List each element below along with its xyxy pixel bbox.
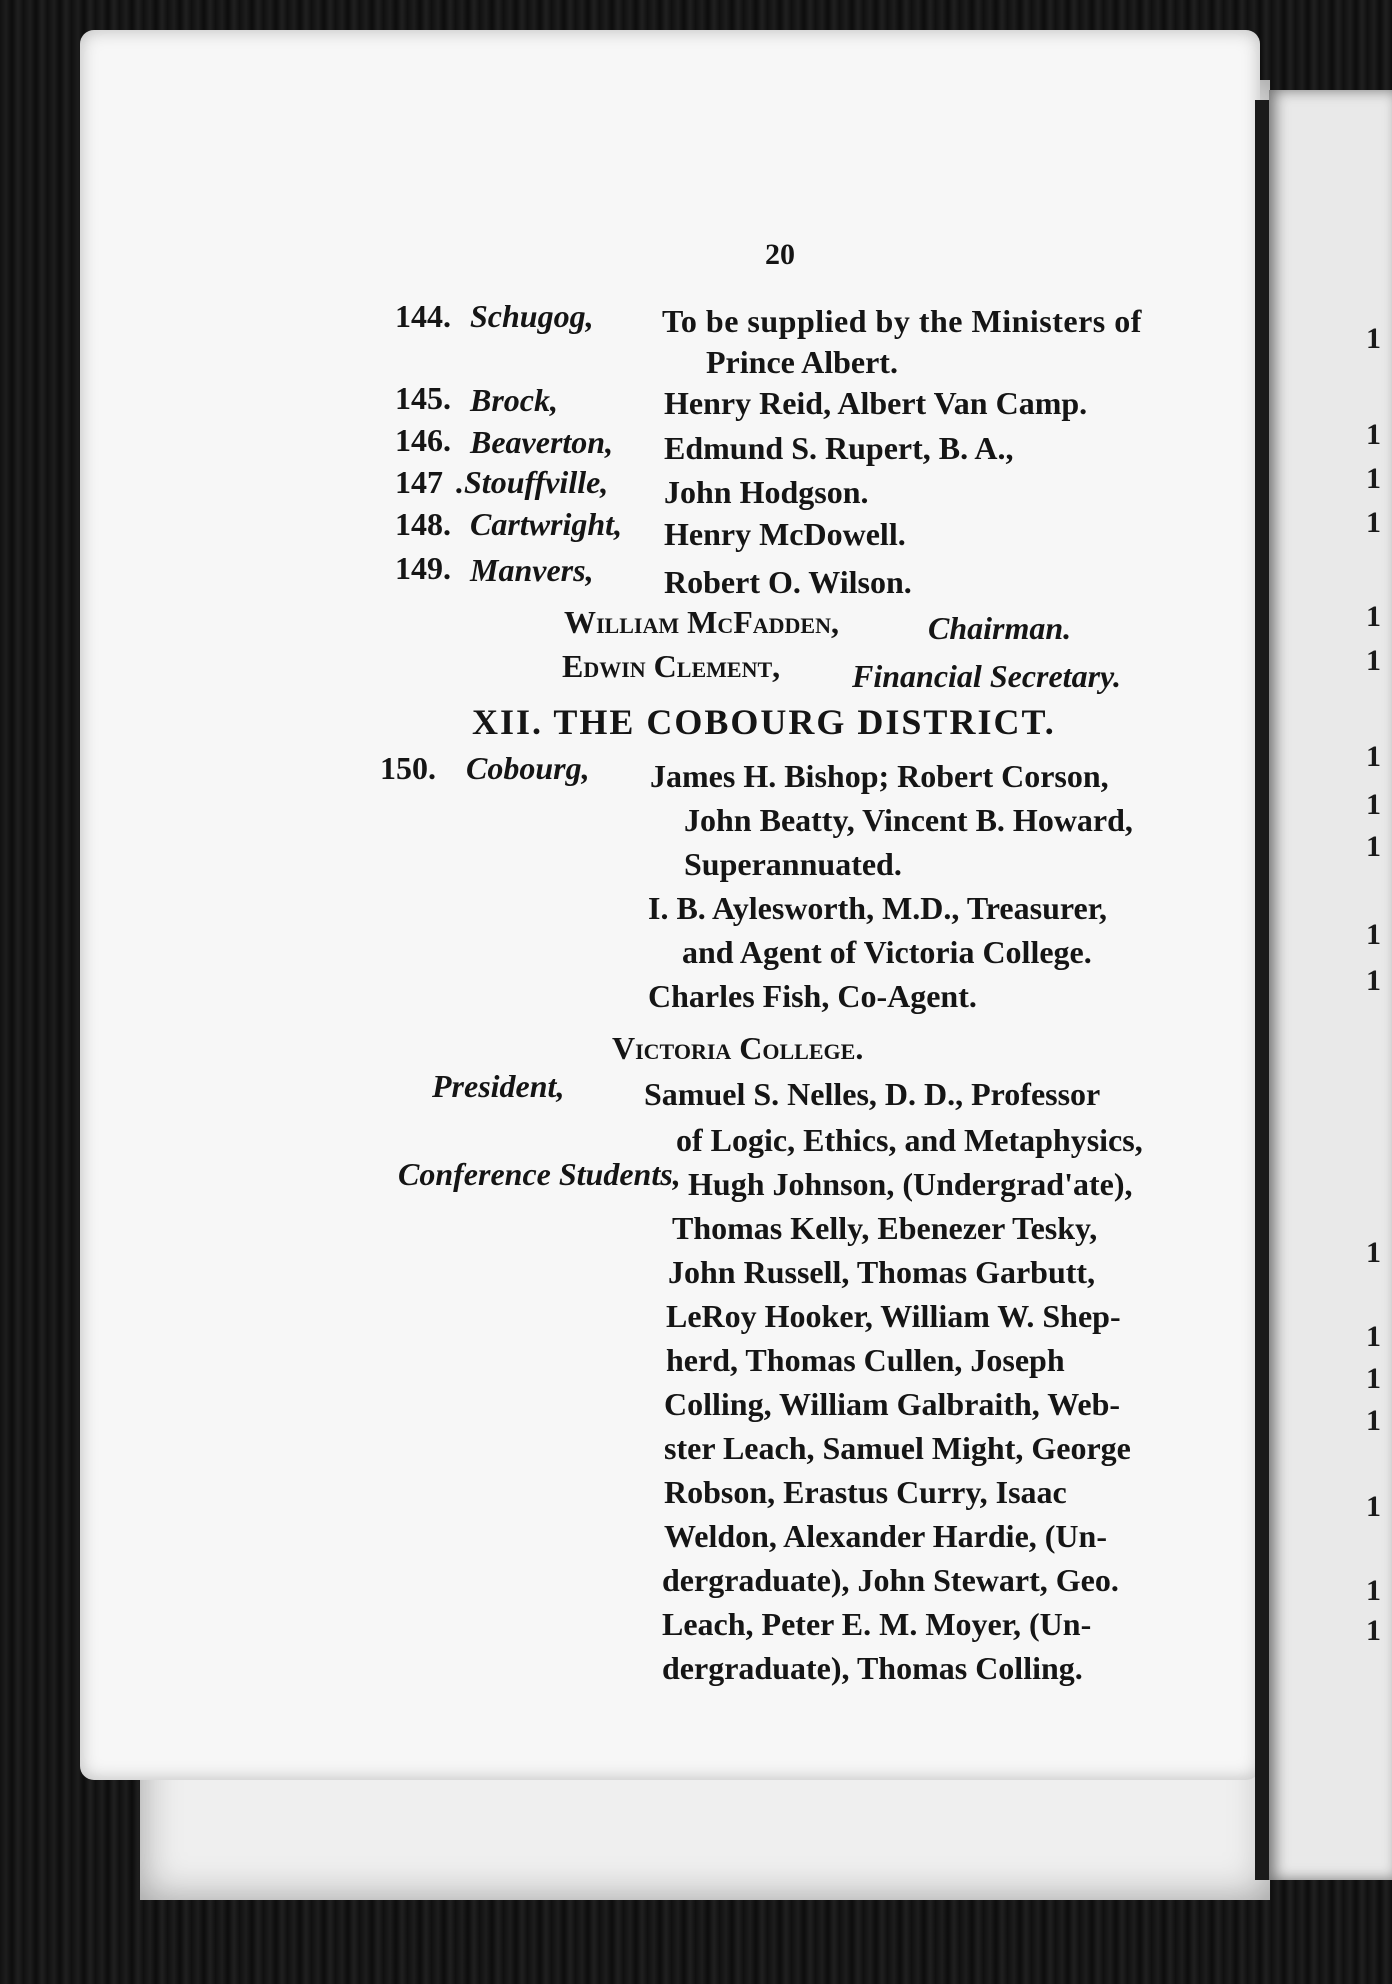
edge-number: 1 [1366, 1236, 1381, 1269]
students-text: Weldon, Alexander Hardie, (Un- [664, 1518, 1107, 1554]
edge-number: 1 [1366, 964, 1381, 997]
entry-text: Charles Fish, Co-Agent. [648, 978, 977, 1014]
entry-text: John Hodgson. [664, 474, 869, 510]
entry-text: Superannuated. [684, 846, 902, 882]
president-text: Samuel S. Nelles, D. D., Professor [644, 1076, 1101, 1112]
students-text: Leach, Peter E. M. Moyer, (Un- [662, 1606, 1092, 1642]
students-text: dergraduate), Thomas Colling. [662, 1650, 1083, 1686]
edge-number: 1 [1366, 600, 1381, 633]
edge-number: 1 [1366, 418, 1381, 451]
entry-text: To be supplied by the Ministers of [662, 303, 1142, 339]
students-text: LeRoy Hooker, William W. Shep- [666, 1298, 1121, 1334]
entry-text: Prince Albert. [706, 344, 898, 380]
entry-text: James H. Bishop; Robert Corson, [650, 758, 1109, 794]
edge-number: 1 [1366, 830, 1381, 863]
chairman-title: Chairman. [928, 610, 1072, 646]
students-text: herd, Thomas Cullen, Joseph [666, 1342, 1065, 1378]
entry-place: Beaverton, [470, 424, 614, 460]
students-text: Hugh Johnson, (Undergrad'ate), [688, 1166, 1133, 1202]
students-text: Colling, William Galbraith, Web- [664, 1386, 1121, 1422]
entry-number: 150. [380, 750, 436, 786]
edge-number: 1 [1366, 1362, 1381, 1395]
edge-number: 1 [1366, 788, 1381, 821]
president-text: of Logic, Ethics, and Metaphysics, [676, 1122, 1143, 1158]
edge-number: 1 [1366, 740, 1381, 773]
edge-number: 1 [1366, 462, 1381, 495]
edge-number: 1 [1366, 644, 1381, 677]
entry-number: 146. [395, 422, 451, 458]
entry-place: Brock, [470, 382, 558, 418]
edge-number: 1 [1366, 1320, 1381, 1353]
edge-number: 1 [1366, 1614, 1381, 1647]
students-label: Conference Students, [398, 1156, 681, 1192]
entry-place: Manvers, [470, 552, 594, 588]
entry-number: 147 [395, 464, 443, 500]
entry-number: 144. [395, 298, 451, 334]
entry-text: Robert O. Wilson. [664, 564, 912, 600]
students-text: ster Leach, Samuel Might, George [664, 1430, 1131, 1466]
secretary-name: Edwin Clement, [562, 648, 781, 684]
students-text: John Russell, Thomas Garbutt, [668, 1254, 1096, 1290]
entry-text: Henry Reid, Albert Van Camp. [664, 385, 1088, 421]
entry-text: Henry McDowell. [664, 516, 906, 552]
district-heading: XII. THE COBOURG DISTRICT. [472, 702, 1056, 742]
entry-text: Edmund S. Rupert, B. A., [664, 430, 1014, 466]
entry-place: .Stouffville, [456, 464, 609, 500]
entry-text: I. B. Aylesworth, M.D., Treasurer, [648, 890, 1107, 926]
edge-number: 1 [1366, 1574, 1381, 1607]
entry-number: 148. [395, 506, 451, 542]
edge-number: 1 [1366, 506, 1381, 539]
entry-number: 149. [395, 550, 451, 586]
entry-place: Cartwright, [470, 506, 623, 542]
college-heading: Victoria College. [612, 1030, 864, 1066]
entry-text: John Beatty, Vincent B. Howard, [684, 802, 1133, 838]
entry-place: Schugog, [470, 298, 594, 334]
students-text: dergraduate), John Stewart, Geo. [662, 1562, 1119, 1598]
entry-number: 145. [395, 380, 451, 416]
edge-number: 1 [1366, 918, 1381, 951]
book-gutter [1255, 100, 1269, 1880]
entry-place: Cobourg, [466, 750, 590, 786]
page-number: 20 [765, 238, 795, 271]
chairman-name: William McFadden, [564, 604, 839, 640]
edge-number: 1 [1366, 1490, 1381, 1523]
secretary-title: Financial Secretary. [852, 658, 1122, 694]
entry-text: and Agent of Victoria College. [682, 934, 1092, 970]
edge-number: 1 [1366, 322, 1381, 355]
edge-number: 1 [1366, 1404, 1381, 1437]
students-text: Robson, Erastus Curry, Isaac [664, 1474, 1067, 1510]
students-text: Thomas Kelly, Ebenezer Tesky, [672, 1210, 1098, 1246]
president-label: President, [432, 1068, 565, 1104]
